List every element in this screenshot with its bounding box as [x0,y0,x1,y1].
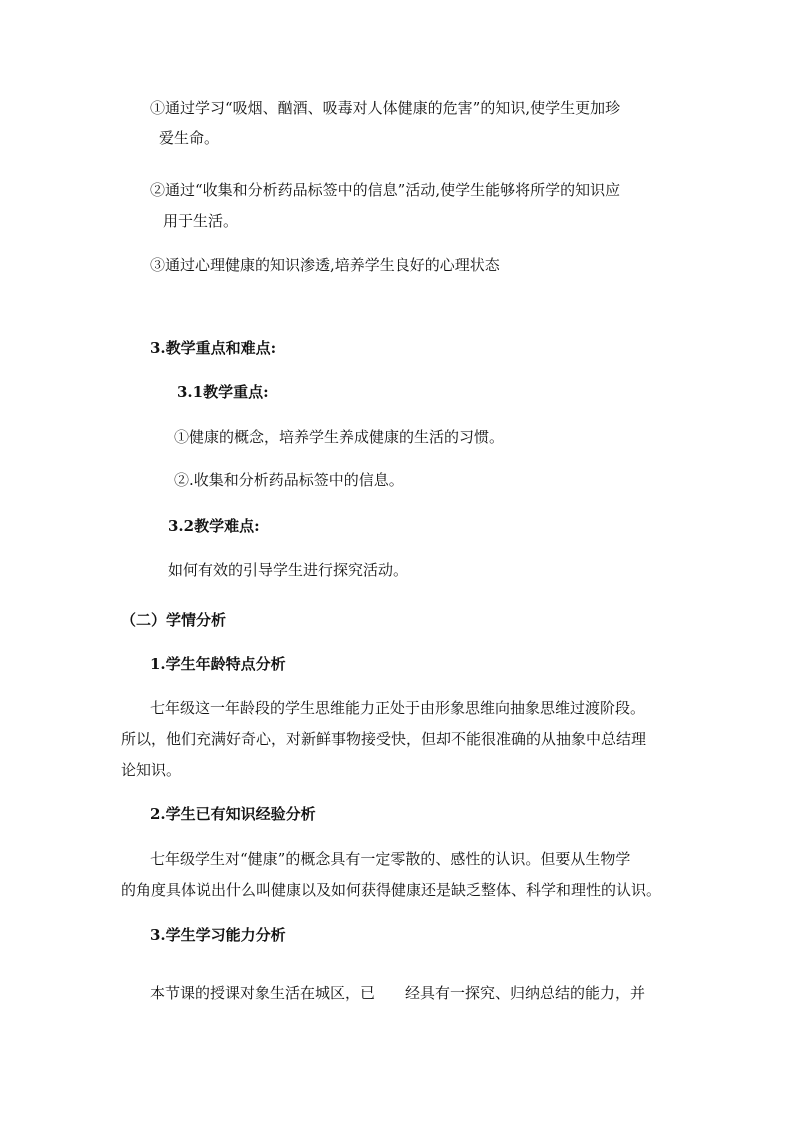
knowledge-analysis-heading: 2.学生已有知识经验分析 [150,805,316,823]
objective-2-line-2: 用于生活。 [163,212,239,230]
knowledge-analysis-line-1: 七年级学生对“健康”的概念具有一定零散的、感性的认识。但要从生物学 [150,850,631,868]
age-analysis-line-2: 所以，他们充满好奇心，对新鲜事物接受快，但却不能很准确的从抽象中总结理 [121,730,647,748]
objective-2-line-1: ②通过“收集和分析药品标签中的信息”活动,使学生能够将所学的知识应 [150,181,621,199]
key-points-subheading: 3.1教学重点: [177,383,269,401]
key-point-1: ①健康的概念，培养学生养成健康的生活的习惯。 [174,428,505,446]
age-analysis-line-1: 七年级这一年龄段的学生思维能力正处于由形象思维向抽象思维过渡阶段。 [150,699,646,717]
age-analysis-line-3: 论知识。 [121,761,182,779]
age-analysis-heading: 1.学生年龄特点分析 [150,655,286,673]
knowledge-analysis-line-2: 的角度具体说出什么叫健康以及如何获得健康还是缺乏整体、科学和理性的认识。 [121,881,662,899]
key-points-heading: 3.教学重点和难点: [150,339,277,357]
ability-analysis-line-1: 本节课的授课对象生活在城区，已 经具有一探究、归纳总结的能力，并 [150,984,646,1002]
objective-1-line-2: 爱生命。 [159,129,220,147]
difficulty-subheading: 3.2教学难点: [168,517,260,535]
difficulty-text: 如何有效的引导学生进行探究活动。 [168,561,409,579]
objective-1-line-1: ①通过学习“吸烟、酗酒、吸毒对人体健康的危害”的知识,使学生更加珍 [150,99,621,117]
key-point-2: ②.收集和分析药品标签中的信息。 [174,471,404,489]
objective-3: ③通过心理健康的知识渗透,培养学生良好的心理状态 [150,256,500,274]
learner-analysis-heading: （二）学情分析 [121,611,227,629]
ability-analysis-heading: 3.学生学习能力分析 [150,926,286,944]
